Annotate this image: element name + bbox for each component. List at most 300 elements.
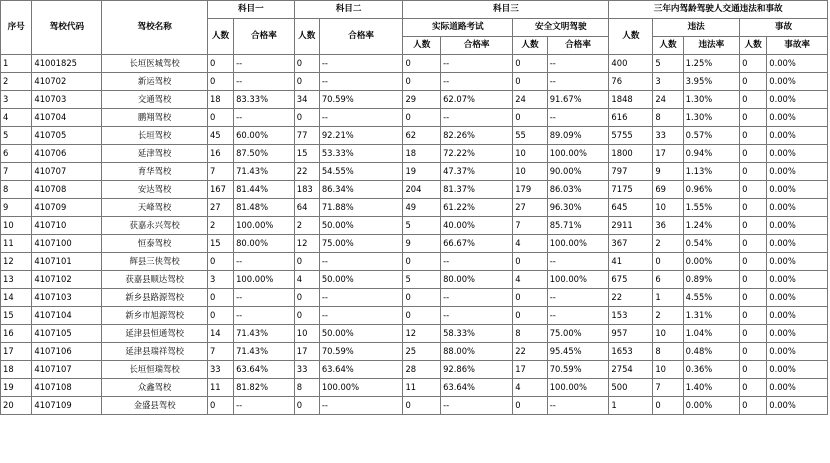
cell-k2-pass-rate: 50.00% <box>319 217 403 235</box>
cell-safe-count: 10 <box>513 145 547 163</box>
cell-seq: 5 <box>1 127 32 145</box>
cell-violation-count: 24 <box>653 91 683 109</box>
cell-safe-count: 10 <box>513 163 547 181</box>
cell-safe-count: 55 <box>513 127 547 145</box>
header-k2-pass-rate: 合格率 <box>319 19 403 55</box>
cell-total-count: 367 <box>609 235 653 253</box>
cell-violation-count: 5 <box>653 55 683 73</box>
cell-k2-count: 0 <box>294 307 319 325</box>
cell-safe-pass-rate: 100.00% <box>547 145 609 163</box>
cell-accident-rate: 0.00% <box>767 325 828 343</box>
cell-road-pass-rate: 88.00% <box>441 343 513 361</box>
cell-road-count: 49 <box>403 199 441 217</box>
cell-k2-count: 8 <box>294 379 319 397</box>
cell-violation-rate: 0.57% <box>683 127 739 145</box>
cell-road-count: 0 <box>403 109 441 127</box>
cell-accident-count: 0 <box>740 109 767 127</box>
cell-total-count: 153 <box>609 307 653 325</box>
header-violation-rate: 违法率 <box>683 37 739 55</box>
cell-total-count: 1 <box>609 397 653 415</box>
cell-k1-count: 0 <box>207 253 233 271</box>
cell-safe-pass-rate: -- <box>547 253 609 271</box>
table-row <box>1 397 828 415</box>
cell-road-count: 29 <box>403 91 441 109</box>
cell-violation-rate: 0.96% <box>683 181 739 199</box>
cell-violation-rate: 1.24% <box>683 217 739 235</box>
cell-violation-rate: 1.25% <box>683 55 739 73</box>
cell-road-count: 0 <box>403 55 441 73</box>
cell-school-name: 延津县瑞祥驾校 <box>102 343 208 361</box>
cell-accident-rate: 0.00% <box>767 289 828 307</box>
cell-road-pass-rate: 82.26% <box>441 127 513 145</box>
cell-school-name: 育华驾校 <box>102 163 208 181</box>
cell-accident-rate: 0.00% <box>767 361 828 379</box>
cell-k2-pass-rate: 92.21% <box>319 127 403 145</box>
cell-violation-rate: 1.55% <box>683 199 739 217</box>
header-k1-pass-rate: 合格率 <box>234 19 295 55</box>
cell-total-count: 2911 <box>609 217 653 235</box>
cell-k1-count: 0 <box>207 73 233 91</box>
cell-violation-count: 2 <box>653 235 683 253</box>
cell-k2-pass-rate: -- <box>319 55 403 73</box>
header-road-pass-rate: 合格率 <box>441 37 513 55</box>
cell-k2-pass-rate: 75.00% <box>319 235 403 253</box>
cell-safe-pass-rate: 95.45% <box>547 343 609 361</box>
cell-total-count: 797 <box>609 163 653 181</box>
cell-accident-rate: 0.00% <box>767 181 828 199</box>
cell-seq: 13 <box>1 271 32 289</box>
cell-road-count: 18 <box>403 145 441 163</box>
cell-school-code: 41001825 <box>32 55 102 73</box>
cell-accident-rate: 0.00% <box>767 397 828 415</box>
cell-k1-pass-rate: -- <box>234 289 295 307</box>
cell-seq: 8 <box>1 181 32 199</box>
cell-road-count: 12 <box>403 325 441 343</box>
cell-k2-count: 183 <box>294 181 319 199</box>
cell-violation-count: 6 <box>653 271 683 289</box>
cell-safe-count: 0 <box>513 253 547 271</box>
header-k2-count: 人数 <box>294 19 319 55</box>
cell-school-code: 4107105 <box>32 325 102 343</box>
table-row <box>1 109 828 127</box>
cell-road-count: 204 <box>403 181 441 199</box>
cell-safe-count: 0 <box>513 397 547 415</box>
cell-k2-pass-rate: -- <box>319 253 403 271</box>
cell-safe-pass-rate: 86.03% <box>547 181 609 199</box>
cell-k1-count: 7 <box>207 163 233 181</box>
cell-total-count: 616 <box>609 109 653 127</box>
cell-school-name: 天峰驾校 <box>102 199 208 217</box>
cell-total-count: 957 <box>609 325 653 343</box>
cell-k1-count: 2 <box>207 217 233 235</box>
cell-accident-count: 0 <box>740 55 767 73</box>
cell-school-name: 众鑫驾校 <box>102 379 208 397</box>
cell-road-count: 0 <box>403 253 441 271</box>
cell-k2-count: 0 <box>294 289 319 307</box>
cell-road-pass-rate: 81.37% <box>441 181 513 199</box>
cell-k2-pass-rate: 54.55% <box>319 163 403 181</box>
cell-road-pass-rate: -- <box>441 73 513 91</box>
cell-accident-count: 0 <box>740 181 767 199</box>
cell-school-name: 长垣医城驾校 <box>102 55 208 73</box>
cell-accident-rate: 0.00% <box>767 127 828 145</box>
cell-violation-count: 10 <box>653 361 683 379</box>
cell-school-name: 长垣驾校 <box>102 127 208 145</box>
cell-k2-count: 33 <box>294 361 319 379</box>
cell-seq: 20 <box>1 397 32 415</box>
cell-violation-rate: 4.55% <box>683 289 739 307</box>
cell-k1-pass-rate: 100.00% <box>234 217 295 235</box>
cell-school-code: 410703 <box>32 91 102 109</box>
cell-k1-count: 11 <box>207 379 233 397</box>
cell-violation-count: 3 <box>653 73 683 91</box>
cell-violation-count: 33 <box>653 127 683 145</box>
cell-accident-count: 0 <box>740 289 767 307</box>
cell-violation-rate: 0.48% <box>683 343 739 361</box>
cell-road-pass-rate: 92.86% <box>441 361 513 379</box>
cell-safe-count: 0 <box>513 73 547 91</box>
cell-road-pass-rate: 47.37% <box>441 163 513 181</box>
cell-school-code: 410704 <box>32 109 102 127</box>
cell-safe-count: 0 <box>513 289 547 307</box>
cell-violation-count: 69 <box>653 181 683 199</box>
cell-accident-rate: 0.00% <box>767 163 828 181</box>
cell-safe-pass-rate: -- <box>547 289 609 307</box>
cell-violation-count: 36 <box>653 217 683 235</box>
cell-k1-pass-rate: -- <box>234 73 295 91</box>
header-violation-count: 人数 <box>653 37 683 55</box>
cell-violation-count: 2 <box>653 307 683 325</box>
cell-accident-rate: 0.00% <box>767 145 828 163</box>
cell-school-name: 辉县三侠驾校 <box>102 253 208 271</box>
cell-total-count: 5755 <box>609 127 653 145</box>
cell-school-name: 新运驾校 <box>102 73 208 91</box>
cell-safe-count: 4 <box>513 271 547 289</box>
cell-k1-count: 33 <box>207 361 233 379</box>
cell-safe-count: 8 <box>513 325 547 343</box>
cell-total-count: 645 <box>609 199 653 217</box>
table-row <box>1 163 828 181</box>
table-body <box>1 55 828 415</box>
cell-road-count: 25 <box>403 343 441 361</box>
cell-school-code: 4107109 <box>32 397 102 415</box>
header-school-code: 驾校代码 <box>32 1 102 55</box>
cell-school-name: 鹏翔驾校 <box>102 109 208 127</box>
cell-k2-pass-rate: 50.00% <box>319 325 403 343</box>
cell-road-count: 9 <box>403 235 441 253</box>
cell-safe-count: 17 <box>513 361 547 379</box>
cell-school-code: 410710 <box>32 217 102 235</box>
cell-school-name: 延津驾校 <box>102 145 208 163</box>
table-row <box>1 253 828 271</box>
table-row <box>1 91 828 109</box>
header-total-count: 人数 <box>609 19 653 55</box>
cell-safe-pass-rate: 100.00% <box>547 271 609 289</box>
cell-safe-pass-rate: -- <box>547 307 609 325</box>
cell-school-name: 长垣恒瑞驾校 <box>102 361 208 379</box>
cell-accident-count: 0 <box>740 361 767 379</box>
cell-road-count: 19 <box>403 163 441 181</box>
header-accident-rate: 事故率 <box>767 37 828 55</box>
cell-k1-pass-rate: 80.00% <box>234 235 295 253</box>
cell-school-code: 410708 <box>32 181 102 199</box>
cell-seq: 9 <box>1 199 32 217</box>
header-accident: 事故 <box>740 19 828 37</box>
cell-k1-count: 3 <box>207 271 233 289</box>
cell-school-name: 恒泰驾校 <box>102 235 208 253</box>
cell-road-count: 0 <box>403 307 441 325</box>
cell-k1-pass-rate: 71.43% <box>234 343 295 361</box>
cell-k2-pass-rate: -- <box>319 307 403 325</box>
cell-k2-count: 34 <box>294 91 319 109</box>
cell-safe-pass-rate: -- <box>547 55 609 73</box>
cell-violation-count: 10 <box>653 325 683 343</box>
cell-seq: 2 <box>1 73 32 91</box>
cell-school-code: 410706 <box>32 145 102 163</box>
cell-safe-pass-rate: 89.09% <box>547 127 609 145</box>
cell-total-count: 1800 <box>609 145 653 163</box>
cell-road-pass-rate: -- <box>441 397 513 415</box>
table-row <box>1 217 828 235</box>
table-row <box>1 343 828 361</box>
cell-k2-count: 64 <box>294 199 319 217</box>
cell-safe-count: 0 <box>513 55 547 73</box>
cell-road-pass-rate: -- <box>441 109 513 127</box>
table-row <box>1 307 828 325</box>
cell-safe-pass-rate: 70.59% <box>547 361 609 379</box>
cell-accident-rate: 0.00% <box>767 73 828 91</box>
cell-school-name: 新乡市旭源驾校 <box>102 307 208 325</box>
cell-k2-pass-rate: 50.00% <box>319 271 403 289</box>
cell-violation-rate: 0.36% <box>683 361 739 379</box>
cell-k2-pass-rate: 86.34% <box>319 181 403 199</box>
cell-accident-rate: 0.00% <box>767 343 828 361</box>
cell-safe-pass-rate: -- <box>547 109 609 127</box>
cell-k1-count: 0 <box>207 55 233 73</box>
cell-total-count: 2754 <box>609 361 653 379</box>
cell-seq: 16 <box>1 325 32 343</box>
cell-k1-pass-rate: 63.64% <box>234 361 295 379</box>
cell-k2-pass-rate: 63.64% <box>319 361 403 379</box>
cell-school-code: 410707 <box>32 163 102 181</box>
cell-road-count: 28 <box>403 361 441 379</box>
cell-road-count: 0 <box>403 397 441 415</box>
cell-violation-rate: 1.40% <box>683 379 739 397</box>
cell-school-code: 4107104 <box>32 307 102 325</box>
cell-road-pass-rate: -- <box>441 253 513 271</box>
cell-accident-rate: 0.00% <box>767 379 828 397</box>
cell-k1-pass-rate: 81.44% <box>234 181 295 199</box>
cell-k2-count: 0 <box>294 55 319 73</box>
cell-school-name: 获嘉永兴驾校 <box>102 217 208 235</box>
cell-accident-rate: 0.00% <box>767 55 828 73</box>
cell-k1-count: 0 <box>207 307 233 325</box>
cell-accident-rate: 0.00% <box>767 271 828 289</box>
cell-total-count: 500 <box>609 379 653 397</box>
cell-accident-count: 0 <box>740 235 767 253</box>
header-subject-three: 科目三 <box>403 1 609 19</box>
cell-violation-rate: 0.89% <box>683 271 739 289</box>
cell-k1-count: 16 <box>207 145 233 163</box>
cell-safe-pass-rate: -- <box>547 73 609 91</box>
cell-total-count: 1653 <box>609 343 653 361</box>
cell-road-pass-rate: -- <box>441 307 513 325</box>
cell-seq: 3 <box>1 91 32 109</box>
cell-total-count: 400 <box>609 55 653 73</box>
cell-violation-count: 1 <box>653 289 683 307</box>
cell-k2-count: 15 <box>294 145 319 163</box>
cell-k1-pass-rate: 60.00% <box>234 127 295 145</box>
cell-k2-pass-rate: -- <box>319 109 403 127</box>
cell-k2-pass-rate: -- <box>319 289 403 307</box>
cell-violation-rate: 0.00% <box>683 253 739 271</box>
cell-seq: 6 <box>1 145 32 163</box>
cell-k1-pass-rate: 100.00% <box>234 271 295 289</box>
cell-road-pass-rate: 61.22% <box>441 199 513 217</box>
cell-violation-count: 0 <box>653 253 683 271</box>
header-accident-count: 人数 <box>740 37 767 55</box>
cell-violation-rate: 1.30% <box>683 109 739 127</box>
cell-school-code: 4107106 <box>32 343 102 361</box>
cell-k2-count: 12 <box>294 235 319 253</box>
table-row <box>1 55 828 73</box>
cell-school-code: 410709 <box>32 199 102 217</box>
cell-seq: 18 <box>1 361 32 379</box>
cell-safe-count: 27 <box>513 199 547 217</box>
cell-safe-count: 0 <box>513 307 547 325</box>
cell-school-code: 4107101 <box>32 253 102 271</box>
table-row <box>1 325 828 343</box>
cell-seq: 4 <box>1 109 32 127</box>
cell-safe-count: 0 <box>513 109 547 127</box>
cell-school-code: 410702 <box>32 73 102 91</box>
table-header <box>1 1 828 55</box>
table-row <box>1 289 828 307</box>
cell-violation-count: 10 <box>653 199 683 217</box>
header-k1-count: 人数 <box>207 19 233 55</box>
cell-violation-rate: 1.04% <box>683 325 739 343</box>
cell-school-name: 获嘉县顺达驾校 <box>102 271 208 289</box>
cell-seq: 14 <box>1 289 32 307</box>
header-three-year-violations: 三年内驾龄驾驶人交通违法和事故 <box>609 1 828 19</box>
header-road-count: 人数 <box>403 37 441 55</box>
cell-violation-count: 9 <box>653 163 683 181</box>
cell-k2-count: 0 <box>294 73 319 91</box>
cell-school-name: 金盛县驾校 <box>102 397 208 415</box>
cell-k1-pass-rate: 83.33% <box>234 91 295 109</box>
cell-road-count: 5 <box>403 217 441 235</box>
cell-school-name: 延津县恒通驾校 <box>102 325 208 343</box>
cell-k2-count: 0 <box>294 397 319 415</box>
cell-safe-pass-rate: 90.00% <box>547 163 609 181</box>
cell-accident-count: 0 <box>740 397 767 415</box>
cell-safe-pass-rate: 96.30% <box>547 199 609 217</box>
cell-seq: 19 <box>1 379 32 397</box>
cell-violation-count: 0 <box>653 397 683 415</box>
cell-k2-pass-rate: 70.59% <box>319 91 403 109</box>
cell-school-code: 410705 <box>32 127 102 145</box>
cell-total-count: 76 <box>609 73 653 91</box>
header-subject-one: 科目一 <box>207 1 294 19</box>
cell-total-count: 41 <box>609 253 653 271</box>
cell-k1-pass-rate: -- <box>234 109 295 127</box>
table-row <box>1 181 828 199</box>
header-k3-safe-driving: 安全文明驾驶 <box>513 19 609 37</box>
cell-k2-pass-rate: 70.59% <box>319 343 403 361</box>
cell-k1-pass-rate: -- <box>234 397 295 415</box>
header-k3-road-test: 实际道路考试 <box>403 19 513 37</box>
cell-violation-count: 8 <box>653 109 683 127</box>
cell-k1-count: 7 <box>207 343 233 361</box>
cell-k1-pass-rate: 81.48% <box>234 199 295 217</box>
cell-violation-count: 7 <box>653 379 683 397</box>
table-row <box>1 235 828 253</box>
cell-k1-count: 27 <box>207 199 233 217</box>
cell-violation-rate: 0.94% <box>683 145 739 163</box>
cell-seq: 12 <box>1 253 32 271</box>
cell-road-count: 11 <box>403 379 441 397</box>
cell-school-name: 交通驾校 <box>102 91 208 109</box>
cell-violation-rate: 1.13% <box>683 163 739 181</box>
cell-accident-rate: 0.00% <box>767 109 828 127</box>
cell-safe-count: 7 <box>513 217 547 235</box>
cell-k1-count: 0 <box>207 109 233 127</box>
cell-road-pass-rate: 63.64% <box>441 379 513 397</box>
table-row <box>1 361 828 379</box>
cell-road-count: 0 <box>403 73 441 91</box>
cell-k1-count: 18 <box>207 91 233 109</box>
cell-road-count: 62 <box>403 127 441 145</box>
cell-k2-count: 77 <box>294 127 319 145</box>
cell-accident-rate: 0.00% <box>767 253 828 271</box>
cell-safe-pass-rate: -- <box>547 397 609 415</box>
cell-safe-count: 4 <box>513 379 547 397</box>
table-row <box>1 379 828 397</box>
cell-k1-count: 167 <box>207 181 233 199</box>
cell-seq: 15 <box>1 307 32 325</box>
cell-accident-count: 0 <box>740 163 767 181</box>
cell-k2-pass-rate: 53.33% <box>319 145 403 163</box>
table-row <box>1 145 828 163</box>
cell-k2-count: 4 <box>294 271 319 289</box>
cell-accident-rate: 0.00% <box>767 307 828 325</box>
table-row <box>1 199 828 217</box>
cell-road-pass-rate: -- <box>441 289 513 307</box>
cell-accident-count: 0 <box>740 217 767 235</box>
cell-road-count: 0 <box>403 289 441 307</box>
cell-road-pass-rate: 62.07% <box>441 91 513 109</box>
cell-accident-count: 0 <box>740 253 767 271</box>
cell-school-code: 4107102 <box>32 271 102 289</box>
cell-road-pass-rate: 66.67% <box>441 235 513 253</box>
cell-seq: 10 <box>1 217 32 235</box>
cell-k2-pass-rate: 71.88% <box>319 199 403 217</box>
cell-accident-count: 0 <box>740 307 767 325</box>
cell-k2-count: 22 <box>294 163 319 181</box>
cell-school-code: 4107103 <box>32 289 102 307</box>
table-row <box>1 73 828 91</box>
cell-school-code: 4107100 <box>32 235 102 253</box>
cell-k2-count: 17 <box>294 343 319 361</box>
cell-accident-count: 0 <box>740 343 767 361</box>
cell-accident-count: 0 <box>740 271 767 289</box>
cell-accident-count: 0 <box>740 199 767 217</box>
cell-road-pass-rate: 72.22% <box>441 145 513 163</box>
cell-k1-pass-rate: 81.82% <box>234 379 295 397</box>
cell-k2-count: 0 <box>294 109 319 127</box>
cell-violation-rate: 1.30% <box>683 91 739 109</box>
cell-school-code: 4107108 <box>32 379 102 397</box>
